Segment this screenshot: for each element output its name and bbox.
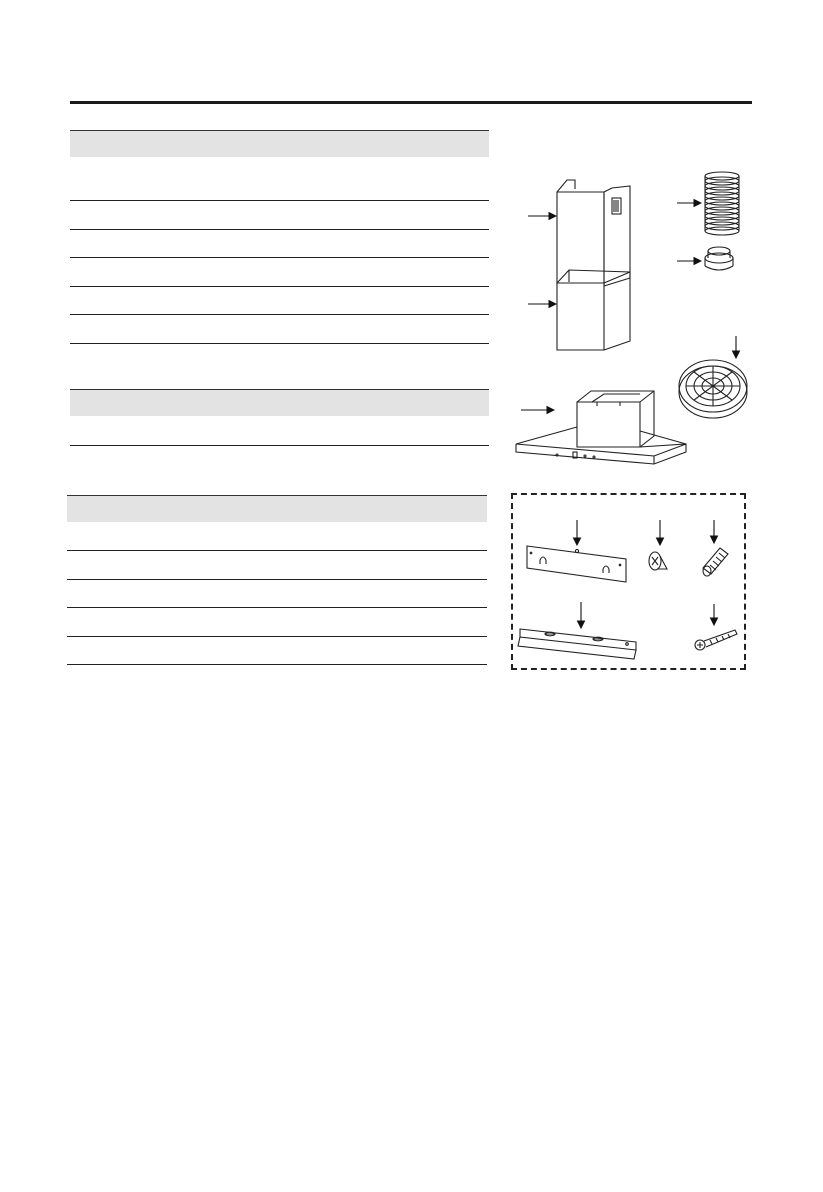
hood-body-icon [516, 391, 686, 464]
wall-bracket-icon [527, 546, 626, 582]
duct-adapter-icon [705, 247, 733, 270]
chimney-bracket-icon [518, 629, 636, 659]
charcoal-filter-icon [679, 360, 747, 418]
screw-icon [649, 552, 667, 570]
flexible-duct-icon [705, 172, 739, 235]
long-screw-icon [695, 630, 737, 650]
wall-plug-icon [703, 548, 728, 576]
upper-chimney-icon [557, 180, 630, 286]
